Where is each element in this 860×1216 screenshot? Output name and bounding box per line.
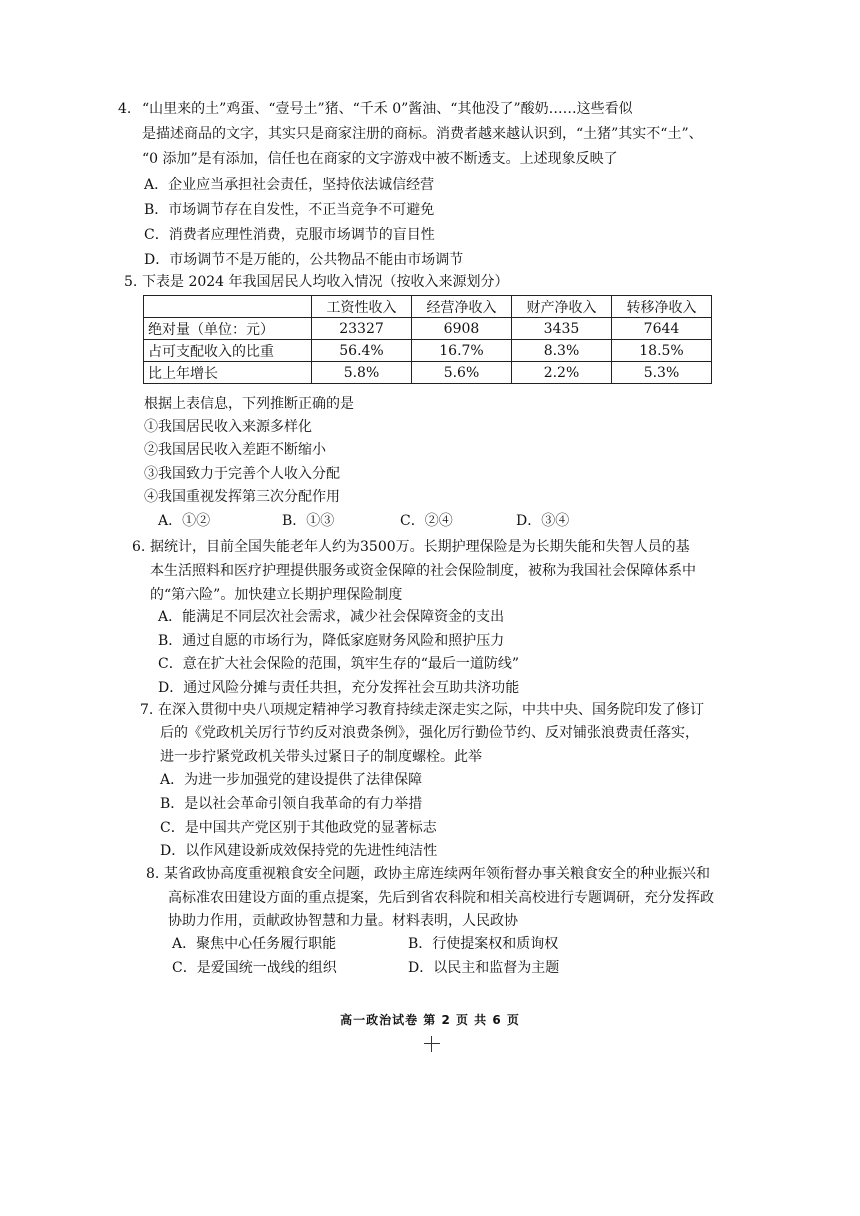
option-c: C．消费者应理性消费，克服市场调节的盲目性 [144,227,435,243]
table-header-row [144,296,712,318]
question-number: 8. [146,866,160,882]
option-b: B．①③ [282,513,335,529]
question-number: 5. [124,274,138,290]
question-stem-line: 某省政协高度重视粮食安全问题，政协主席连续两年领衔督办事关粮食安全的种业振兴和 [164,866,710,882]
table-cell: 5.6% [412,362,512,384]
table-cell: 8.3% [512,340,612,362]
option-d: D．通过风险分摊与责任共担，充分发挥社会互助共济功能 [158,680,520,696]
option-d: D．市场调节不是万能的，公共物品不能由市场调节 [144,252,464,268]
table-cell: 2.2% [512,362,612,384]
option-b: B．行使提案权和质询权 [408,936,559,952]
table-row [144,318,712,340]
table-header-cell: 经营净收入 [412,296,512,318]
question-stem-line: 协助力作用，贡献政协智慧和力量。材料表明，人民政协 [168,913,518,929]
page-footer: 高一政治试卷 第 2 页 共 6 页 [340,1013,520,1027]
question-stem-line: 据统计，目前全国失能老年人约为3500万。长期护理保险是为长期失能和失智人员的基 [150,539,690,555]
option-c: C．意在扩大社会保险的范围，筑牢生存的“最后一道防线” [158,656,520,672]
option-a: A．聚焦中心任务履行职能 [172,936,337,952]
table-cell: 56.4% [312,340,412,362]
statement-4: ④我国重视发挥第三次分配作用 [144,489,340,505]
income-table [143,295,712,384]
question-prompt: 根据上表信息，下列推断正确的是 [144,396,354,412]
option-a: A．①② [158,513,211,529]
table-cell: 6908 [412,318,512,340]
table-header-cell: 转移净收入 [612,296,712,318]
table-row-label: 占可支配收入的比重 [144,340,312,362]
statement-1: ①我国居民收入来源多样化 [144,419,312,435]
table-header-cell: 工资性收入 [312,296,412,318]
option-d: D．以作风建设新成效保持党的先进性纯洁性 [160,843,438,859]
option-a: A．能满足不同层次社会需求，减少社会保障资金的支出 [158,609,505,625]
table-cell: 3435 [512,318,612,340]
question-stem-line: 下表是 2024 年我国居民人均收入情况（按收入来源划分） [142,274,509,290]
table-cell: 16.7% [412,340,512,362]
option-a: A．企业应当承担社会责任，坚持依法诚信经营 [144,177,435,193]
table-cell: 18.5% [612,340,712,362]
registration-cross-mark [424,1036,440,1052]
option-b: B．是以社会革命引领自我革命的有力举措 [160,796,423,812]
option-c: C．是爱国统一战线的组织 [172,960,337,976]
table-cell: 7644 [612,318,712,340]
question-number: 6. [132,539,146,555]
question-stem-line: 进一步拧紧党政机关带头过紧日子的制度螺栓。此举 [160,749,482,765]
option-d: D．以民主和监督为主题 [408,960,560,976]
option-c: C．②④ [400,513,453,529]
statement-3: ③我国致力于完善个人收入分配 [144,466,340,482]
question-number: 4. [118,101,132,117]
option-d: D．③④ [516,513,570,529]
question-stem-line: “0 添加”是有添加，信任也在商家的文字游戏中被不断透支。上述现象反映了 [142,151,618,167]
table-row-label: 比上年增长 [144,362,312,384]
table-row [144,340,712,362]
question-stem-line: 在深入贯彻中央八项规定精神学习教育持续走深走实之际，中共中央、国务院印发了修订 [158,702,704,718]
table-row [144,362,712,384]
question-stem-line: 的“第六险”。加快建立长期护理保险制度 [150,587,403,603]
table-cell: 23327 [312,318,412,340]
option-b: B．通过自愿的市场行为，降低家庭财务风险和照护压力 [158,633,505,649]
question-number: 7. [140,702,154,718]
table-header-cell: 财产净收入 [512,296,612,318]
question-stem-line: “山里来的土”鸡蛋、“壹号土”猪、“千禾 0”酱油、“其他没了”酸奶……这些看似 [142,101,633,117]
table-row-label: 绝对量（单位：元） [144,318,312,340]
table-cell: 5.3% [612,362,712,384]
question-stem-line: 是描述商品的文字，其实只是商家注册的商标。消费者越来越认识到，“土猪”其实不“土”、 [142,126,703,142]
option-b: B．市场调节存在自发性，不正当竞争不可避免 [144,202,435,218]
option-c: C．是中国共产党区别于其他政党的显著标志 [160,820,437,836]
question-stem-line: 后的《党政机关厉行节约反对浪费条例》，强化厉行勤俭节约、反对铺张浪费责任落实， [160,725,699,741]
question-stem-line: 高标准农田建设方面的重点提案，先后到省农科院和相关高校进行专题调研，充分发挥政 [168,890,714,906]
table-cell: 5.8% [312,362,412,384]
question-stem-line: 本生活照料和医疗护理提供服务或资金保障的社会保险制度，被称为我国社会保障体系中 [150,563,696,579]
statement-2: ②我国居民收入差距不断缩小 [144,442,326,458]
option-a: A．为进一步加强党的建设提供了法律保障 [160,772,423,788]
table-header-cell [144,296,312,318]
